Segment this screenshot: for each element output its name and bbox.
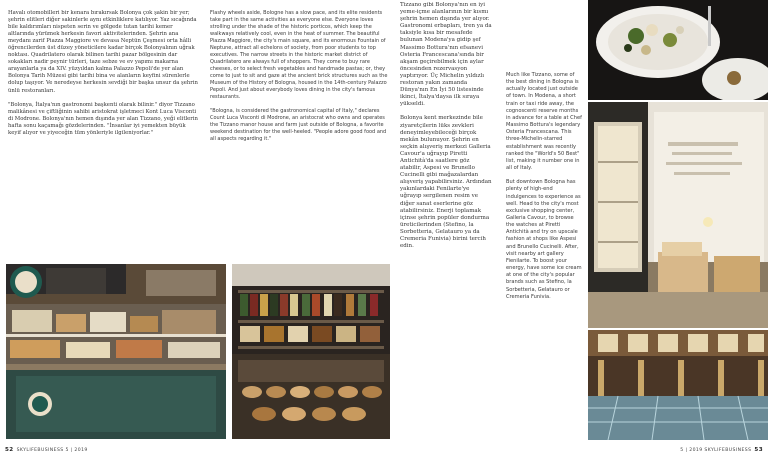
galleria-arcade-photo bbox=[588, 330, 768, 440]
wine-shelf-photo bbox=[232, 264, 390, 439]
english-text-column-1 bbox=[210, 10, 388, 260]
page-number: 53 bbox=[754, 447, 763, 453]
turkish-text-column-1 bbox=[8, 10, 198, 260]
page-number: 52 bbox=[5, 447, 14, 453]
paragraph: Havalı otomobilleri bir kenara bırakırsak Bolonya çok şakin bir yer; şehrin elitleri diğer sakinlerle aynı etkinliklere katılıyor. Yaz sıcağında bile kaldırımları nispeten serin ve gölgede tutan tarihi kemer altlarında yürümek herkesin favori aktivitelerinden. Şehrin ana meydanı zarif Piazza Maggiore ve devasa Neptün Çeşmesi orta hâlli öğrencilerden üst düzey yöneticilere kadar birçok Bolonyalının uğrak noktası. Quadrilatero olarak bilinen tarihi pazar bölgesinin dar sokakları nadir peynir türleri, taze sebze ve ev yapımı makarna arayanlarla ya da XIV. yüzyıldan kalma Palazzo Pepoli'de yer alan Bolonya Tarih Müzesi gibi tarihi bina ve alanların keyfini sürenlerle dolup taşıyor. Ve neredeyse herkesin sevdiği bir başka unsur da şehrin ünlü restoranları. bbox=[8, 10, 198, 94]
publication-line: SKYLIFEBUSINESS 5 | 2019 bbox=[16, 448, 88, 453]
paragraph: "Bolonya, İtalya'nın gastronomi başkenti olarak bilinir." diyor Tizzano malikânesi ve çiftliğinin sahibi aristokrat işletmeci Kont Luca Visconti di Modrone. Bolonya'nın hemen dışında yer alan Tizzano, yeği elitlerin hafta sonu kaçamağı gözdelerinden. "İnsanlar iyi yemekten büyük keyif alıyor ve yiyeceğin tüm yönleriyle ilgileniyorlar." bbox=[8, 101, 198, 136]
paragraph: Much like Tizzano, some of the best dining in Bologna is actually located just outside of town. In Modena, a short train or taxi ride away, the cognoscenti reserve months in advance for a table at Chef Massimo Bottura's legendary Osteria Francescana. This three-Michelin-starred establishment was recently ranked the "World's 50 Best" list, making it number one in all of Italy. bbox=[506, 72, 582, 172]
paragraph: "Bologna, is considered the gastronomical capital of Italy," declares Count Luca Visconti di Modrone, an aristocrat who owns and operates the Tizzano manor house and farm just outside of Bologna, a favorite weekend destination for the well-heeled. "People adore good food and all aspects regarding it." bbox=[210, 108, 387, 142]
publication-line: 5 | 2019 SKYLIFEBUSINESS bbox=[680, 448, 752, 453]
paragraph: Bolonya kent merkezinde bile ziyaretçilerin lüks zevkleri deneyimleyebileceği birçok mekân bulunuyor. Şehrin en seçkin alışveriş merkezi Galleria Cavour'a uğrayıp Piretti Antichità'da saatlere göz atabilir, Aspesi ve Brunello Cucinelli gibi mağazalardan alışveriş yapabilirsiniz. Ardından yakınlardaki Fenilarte'ye uğrayıp sergilenen resim ve diğer sanat eserlerine göz atabilirsiniz. Enerji toplamak içinse şehrin popüler dondurma üreticilerinden (Stefino, la Sorbetteria, Gelatauro ya da Cremeria Funivia) birini tercih edin. bbox=[400, 115, 492, 250]
folio-right bbox=[680, 447, 766, 453]
paragraph: Tizzano gibi Bolonya'nın en iyi yeme-içme alanlarının bir kısmı şehrin hemen dışında yer alıyor. Gastronomi erbapları, tren ya da taksiyle kısa bir mesafede bulunan Modena'ya gidip şef Massimo Bottura'nın efsanevi Osteria Francescana'sında bir akşam geçirebilmek için aylar öncesinden rezervasyon yaptırıyor. Üç Michelin yıldızlı restoran yakın zamanda Dünya'nın En İyi 50 listesinde ikinci, İtalya'daysa ilk sıraya yükseldi. bbox=[400, 2, 492, 108]
english-text-column-2 bbox=[506, 72, 582, 432]
folio-left bbox=[2, 447, 88, 453]
paragraph: But downtown Bologna has plenty of high-end indulgences to experience as well. Head to the city's most exclusive shopping center, Galleria Cavour, to browse the watches at Piretti Antichità and try on upscale fashion at shops like Aspesi and Brunello Cucinelli. After, visit nearby art gallery Fienilarte. To boost your energy, have some ice cream at one of the city's popular brands such as Stefino, la Sorbetteria, Gelatauro or Cremeria Funivia. bbox=[506, 179, 582, 300]
deli-counter-photo bbox=[6, 264, 226, 439]
paragraph: Flashy wheels aside, Bologne has a slow pace, and its elite residents take part in the same activities as everyone else. Everyone loves strolling under the shade of the historic porticos, which keep the walkways relatively cool, even in the heat of summer. The beautiful Piazza Maggiore, the city's main square, and its enormous Fountain of Neptune, attract all echelons of society, from poor students to top executives. The narrow streets in the historic market district of Quadrilatero are always full of shoppers. They come to buy rare cheeses, or to select fresh vegetables and handmade pastas; or, they come to just to sit and gaze at the ancient brick structures such as the Museum of the History of Bologna, housed in the 14th-century Palazzo Pepoli. And just about everybody loves dining in the city's famous restaurants. bbox=[210, 10, 388, 100]
restaurant-interior-photo bbox=[588, 102, 768, 328]
plated-dish-photo bbox=[588, 0, 768, 100]
turkish-text-column-2 bbox=[400, 2, 492, 432]
